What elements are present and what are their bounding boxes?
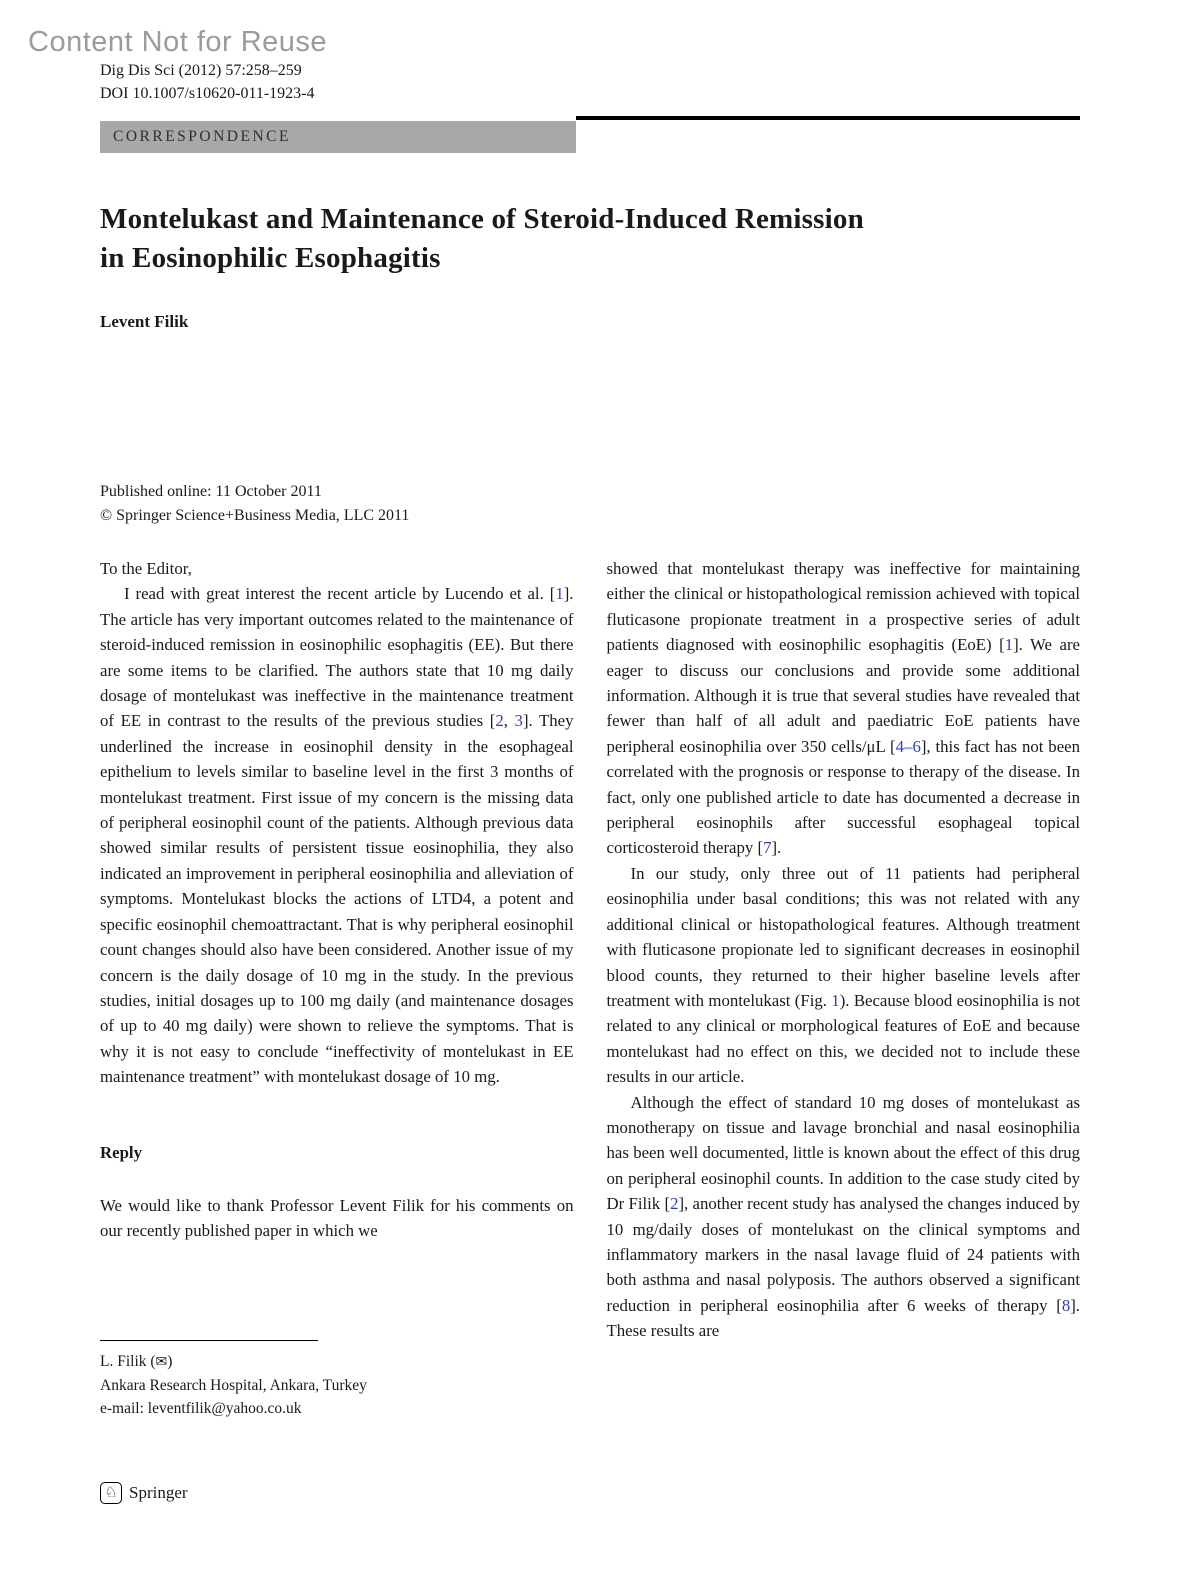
citation-link[interactable]: 4–6 xyxy=(895,736,921,756)
left-column xyxy=(100,556,574,1344)
article-title-line-2: in Eosinophilic Esophagitis xyxy=(100,242,441,274)
publisher-name: Springer xyxy=(129,1483,188,1502)
section-banner: CORRESPONDENCE xyxy=(100,121,576,153)
text-run: ], another recent study has analysed the changes induced by 10 mg/daily doses of montelukast on the clinical symptoms and inflammatory markers in the nasal lavage fluid of 24 patients with both asthma and nasal polyposis. The authors observed a significant reduction in peripheral eosinophilia after 6 weeks of therapy [ xyxy=(606,1194,1080,1315)
text-run: ]. They underlined the increase in eosinophil density in the esophageal epithelium to levels similar to baseline level in the first 3 months of montelukast treatment. First issue of my concern is the missing data of peripheral eosinophil count of the patients. Although previous data showed similar results of persistent tissue eosinophilia, they also indicated an improvement in peripheral eosinophilia and alleviation of symptoms. Montelukast blocks the actions of LTD4, a potent and specific eosinophil chemoattractant. That is why peripheral eosinophil count changes should also have been considered. Another issue of my concern is the daily dosage of 10 mg in the study. In the previous studies, initial dosages up to 100 mg daily (and maintenance dosages of up to 40 mg daily) were shown to relieve the symptoms. That is why it is not easy to conclude “ineffectivity of montelukast in EE maintenance treatment” with montelukast dosage of 10 mg. xyxy=(100,711,574,1087)
springer-knight-icon: ♘ xyxy=(100,1482,122,1504)
paragraph xyxy=(100,1193,574,1244)
paragraph xyxy=(607,861,1081,1090)
citation-link[interactable]: 2 xyxy=(670,1194,679,1214)
text-run: In our study, only three out of 11 patients had peripheral eosinophilia under basal conditions; this was not related with any additional clinical or histopathological features. Although treatment with fluticasone propionate led to significant decreases in eosinophil blood counts, they returned to their higher baseline levels after treatment with montelukast (Fig. xyxy=(606,863,1080,1010)
footnote-author-close: ) xyxy=(167,1353,173,1370)
paragraph xyxy=(100,581,574,1089)
journal-reference: Dig Dis Sci (2012) 57:258–259 xyxy=(100,62,302,79)
citation-link[interactable]: 3 xyxy=(514,711,523,731)
header-rule xyxy=(576,116,1080,120)
right-column xyxy=(607,556,1081,1344)
text-run: ]. xyxy=(771,838,782,858)
footnote-affiliation: Ankara Research Hospital, Ankara, Turkey xyxy=(100,1377,367,1394)
published-online-line: Published online: 11 October 2011 xyxy=(100,483,322,500)
citation-link[interactable]: 7 xyxy=(763,838,772,858)
publication-info xyxy=(100,480,409,528)
text-run: ], this fact has not been correlated with the prognosis or response to therapy of the disease. In fact, only one published article to date has documented a decrease in peripheral eosinophils after successful esophageal topical corticosteroid therapy [ xyxy=(606,736,1080,858)
text-run: showed that montelukast therapy was ineffective for maintaining either the clinical or histopathological remission achieved with topical fluticasone propionate treatment in a prospective series of adult patients diagnosed with eosinophilic esophagitis (EoE) [ xyxy=(606,559,1080,655)
author-name: Levent Filik xyxy=(100,312,189,331)
footnote-author-line xyxy=(100,1350,574,1374)
correspondence-footnote xyxy=(100,1340,574,1420)
text-run: ]. These results are xyxy=(606,1295,1080,1341)
reply-heading: Reply xyxy=(100,1142,142,1162)
article-body xyxy=(100,556,1080,1344)
citation-link[interactable]: 1 xyxy=(831,990,840,1010)
citation-link[interactable]: 2 xyxy=(495,711,504,731)
article-title-line-1: Montelukast and Maintenance of Steroid-Induced Remission xyxy=(100,203,864,235)
footnote-rule xyxy=(100,1340,318,1341)
text-run: , xyxy=(503,711,515,731)
text-run: I read with great interest the recent article by Lucendo et al. [ xyxy=(124,584,556,604)
footnote-email[interactable]: e-mail: leventfilik@yahoo.co.uk xyxy=(100,1400,302,1417)
citation-link[interactable]: 1 xyxy=(555,584,564,604)
text-run: We would like to thank Professor Levent Filik for his comments on our recently published paper in which we xyxy=(100,1195,574,1241)
paragraph xyxy=(100,556,574,581)
footnote-author-name: L. Filik ( xyxy=(100,1353,156,1370)
text-run: ]. The article has very important outcomes related to the maintenance of steroid-induced remission in eosinophilic esophagitis (EE). But there are some items to be clarified. The authors state that 10 mg daily dosage of montelukast was ineffective in the maintenance treatment of EE in contrast to the results of the previous studies [ xyxy=(100,584,574,731)
text-run: ). Because blood eosinophilia is not related to any clinical or morphological features of EoE and because montelukast had no effect on this, we decided not to include these results in our article. xyxy=(606,990,1081,1087)
text-run: To the Editor, xyxy=(100,559,192,578)
text-run: ]. We are eager to discuss our conclusions and provide some additional information. Although it is true that several studies have revealed that fewer than half of all adult and paediatric EoE patients have peripheral eosinophilia over 350 cells/μL [ xyxy=(606,635,1080,756)
watermark-text: Content Not for Reuse xyxy=(28,26,328,58)
article-title xyxy=(100,200,1000,278)
text-run: Although the effect of standard 10 mg doses of montelukast as monotherapy on tissue and lavage bronchial and nasal eosinophilia has been well documented, little is known about the effect of this drug on peripheral eosinophil counts. In addition to the case study cited by Dr Filik [ xyxy=(606,1092,1080,1214)
paragraph xyxy=(607,1090,1081,1344)
envelope-icon: ✉ xyxy=(155,1355,168,1370)
doi-line: DOI 10.1007/s10620-011-1923-4 xyxy=(100,85,315,102)
copyright-line: © Springer Science+Business Media, LLC 2011 xyxy=(100,507,410,524)
paragraph xyxy=(607,556,1081,861)
citation-link[interactable]: 8 xyxy=(1061,1295,1071,1315)
citation-link[interactable]: 1 xyxy=(1004,635,1014,655)
publisher-logo xyxy=(100,1482,188,1504)
